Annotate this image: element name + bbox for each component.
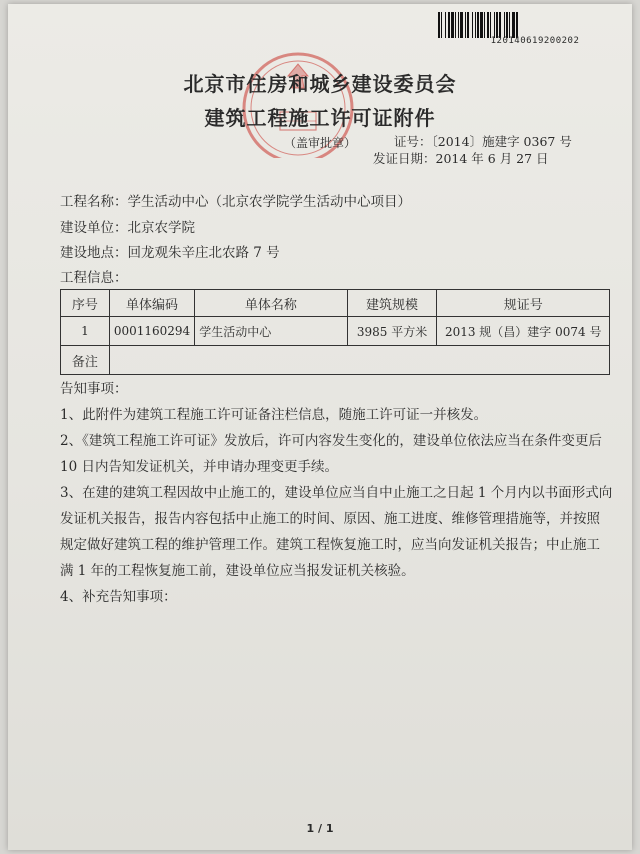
issue-date: 发证日期：2014 年 6 月 27 日 bbox=[373, 151, 549, 166]
project-info-table bbox=[60, 289, 610, 375]
notice-title: 告知事项： bbox=[60, 381, 128, 397]
table-header-row bbox=[61, 290, 610, 317]
document-page bbox=[8, 4, 632, 850]
table-cell: 学生活动中心 bbox=[195, 317, 347, 346]
project-name: 工程名称：学生活动中心（北京农学院学生活动中心项目） bbox=[60, 194, 411, 210]
approval-seal-note: （盖审批章） bbox=[283, 136, 356, 150]
notice-item: 3、在建的建筑工程因故中止施工的，建设单位应当自中止施工之日起 1 个月内以书面形式向 bbox=[60, 485, 613, 501]
cert-number: 证号：〔2014〕施建字 0367 号 bbox=[394, 134, 572, 149]
notice-item: 1、此附件为建筑工程施工许可证备注栏信息，随施工许可证一并核发。 bbox=[60, 407, 488, 423]
col-header: 单体名称 bbox=[195, 290, 347, 317]
page-number: 1 / 1 bbox=[306, 822, 334, 835]
col-header: 序号 bbox=[61, 290, 110, 317]
col-header: 规证号 bbox=[437, 290, 610, 317]
barcode bbox=[438, 12, 628, 38]
builder: 建设单位：北京农学院 bbox=[60, 220, 195, 236]
table-row bbox=[61, 317, 610, 346]
document-subtitle: 建筑工程施工许可证附件 bbox=[204, 106, 436, 130]
remark-value bbox=[109, 346, 609, 375]
notice-item: 2、《建筑工程施工许可证》发放后，许可内容发生变化的，建设单位依法应当在条件变更后 bbox=[60, 433, 602, 449]
project-info-label: 工程信息： bbox=[60, 270, 128, 286]
barcode-number: 120140619200202 bbox=[490, 36, 580, 46]
table-cell: 2013 规（昌）建字 0074 号 bbox=[437, 317, 610, 346]
col-header: 建筑规模 bbox=[347, 290, 437, 317]
notice-section bbox=[60, 376, 616, 610]
notice-item: 规定做好建筑工程的维护管理工作。建筑工程恢复施工时，应当向发证机关报告；中止施工 bbox=[60, 537, 600, 553]
remark-row bbox=[61, 346, 610, 375]
notice-item: 发证机关报告，报告内容包括中止施工的时间、原因、施工进度、维修管理措施等，并按照 bbox=[60, 511, 600, 527]
remark-label: 备注 bbox=[61, 346, 110, 375]
table-cell: 0001160294 bbox=[109, 317, 194, 346]
notice-item: 10 日内告知发证机关，并申请办理变更手续。 bbox=[60, 459, 338, 475]
table-cell: 1 bbox=[61, 317, 110, 346]
document-title: 北京市住房和城乡建设委员会 bbox=[183, 72, 457, 96]
notice-item: 满 1 年的工程恢复施工前，建设单位应当报发证机关核验。 bbox=[60, 563, 415, 579]
barcode-bar bbox=[518, 12, 519, 38]
table-cell: 3985 平方米 bbox=[347, 317, 437, 346]
location: 建设地点：回龙观朱辛庄北农路 7 号 bbox=[60, 245, 280, 261]
col-header: 单体编码 bbox=[109, 290, 194, 317]
notice-item: 4、补充告知事项： bbox=[60, 589, 177, 605]
